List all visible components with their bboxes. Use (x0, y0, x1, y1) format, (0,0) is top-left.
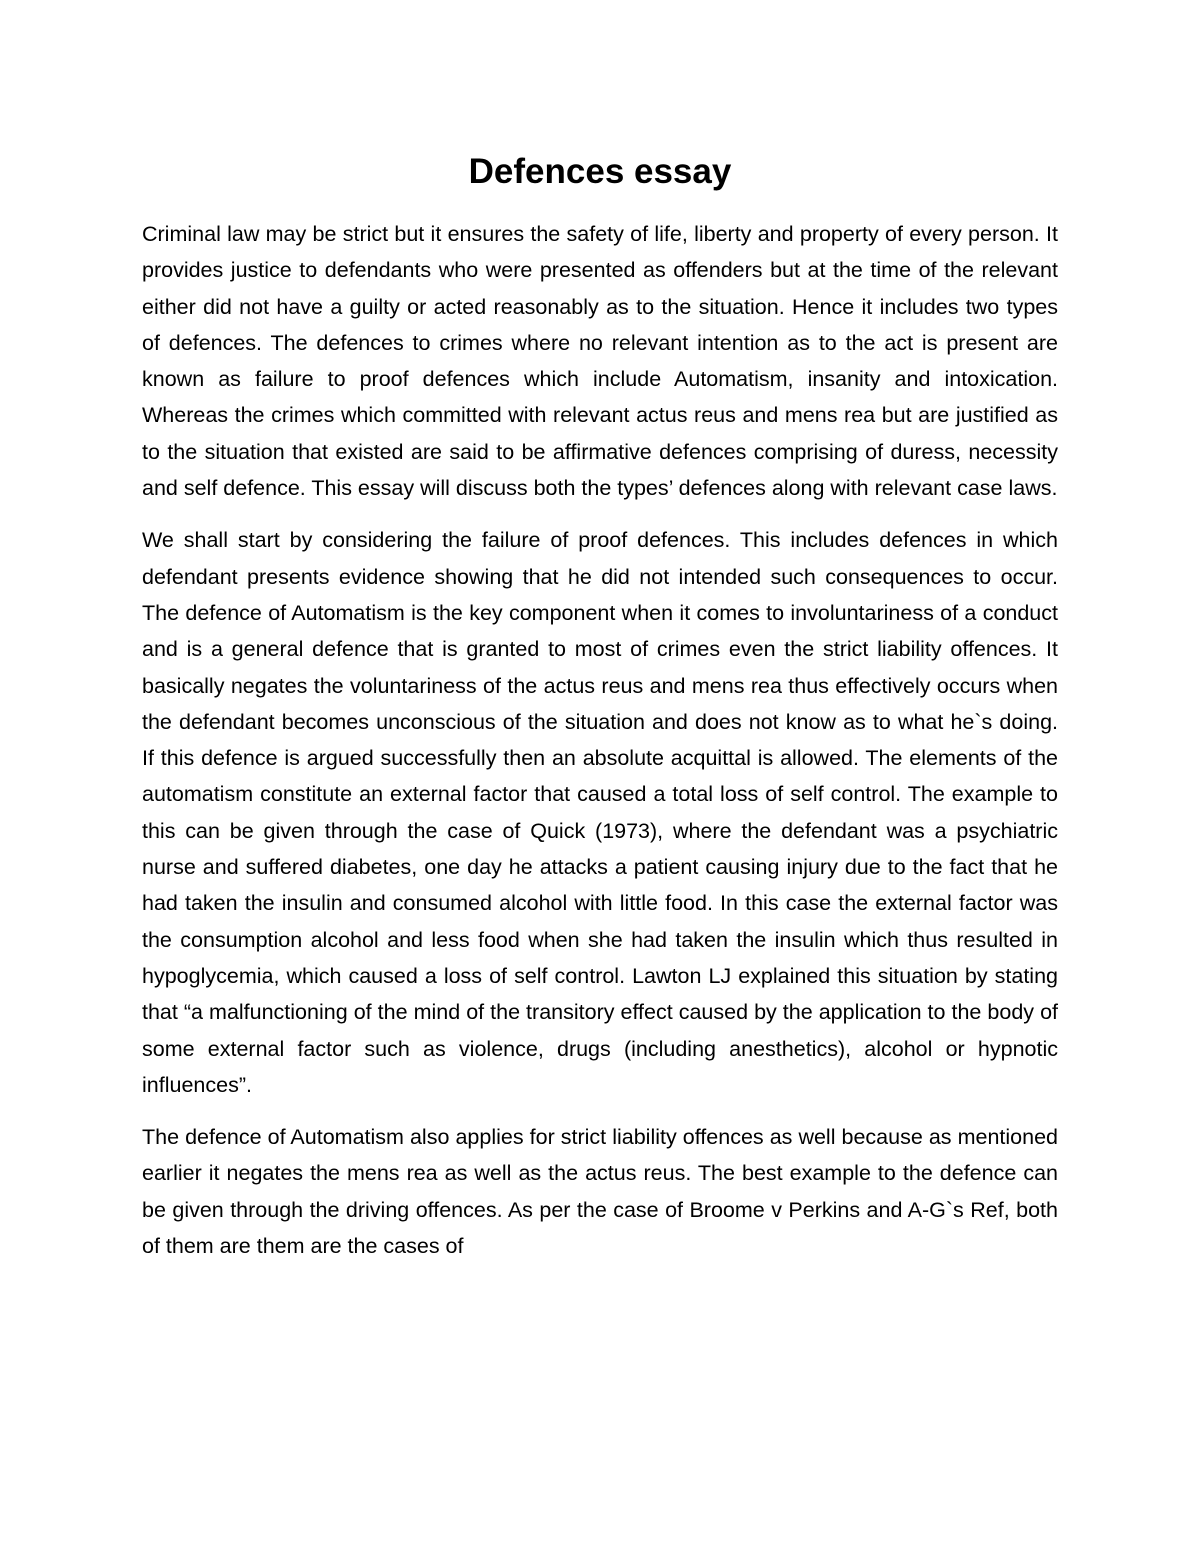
paragraph-strict-liability: The defence of Automatism also applies for strict liability offences as well because as mentioned earlier it negates the mens rea as well as the actus reus. The best example to the defence can be given through the driving offences. As per the case of Broome v Perkins and A-G`s Ref, both of them are them are the cases of (142, 1125, 1058, 1259)
paragraph-automatism: We shall start by considering the failure of proof defences. This includes defences in which defendant presents evidence showing that he did not intended such consequences to occur. The defence of Automatism is the key component when it comes to involuntariness of a conduct and is a general defence that is granted to most of crimes even the strict liability offences. It basically negates the voluntariness of the actus reus and mens rea thus effectively occurs when the defendant becomes unconscious of the situation and does not know as to what he`s doing. If this defence is argued successfully then an absolute acquittal is allowed. The elements of the automatism constitute an external factor that caused a total loss of self control. The example to this can be given through the case of Quick (1973), where the defendant was a psychiatric nurse and suffered diabetes, one day he attacks a patient causing injury due to the fact that he had taken the insulin and consumed alcohol with little food. In this case the external factor was the consumption alcohol and less food when she had taken the insulin which thus resulted in hypoglycemia, which caused a loss of self control. Lawton LJ explained this situation by stating that “a malfunctioning of the mind of the transitory effect caused by the application to the body of some external factor such as violence, drugs (including anesthetics), alcohol or hypnotic influences”. (142, 528, 1058, 1097)
document-title: Defences essay (468, 152, 732, 191)
document-body (142, 216, 1058, 1280)
paragraph-intro: Criminal law may be strict but it ensures the safety of life, liberty and property of every person. It provides justice to defendants who were presented as offenders but at the time of the relevant either did not have a guilty or acted reasonably as to the situation. Hence it includes two types of defences. The defences to crimes where no relevant intention as to the act is present are known as failure to proof defences which include Automatism, insanity and intoxication. Whereas the crimes which committed with relevant actus reus and mens rea but are justified as to the situation that existed are said to be affirmative defences comprising of duress, necessity and self defence. This essay will discuss both the types’ defences along with relevant case laws. (142, 222, 1058, 501)
